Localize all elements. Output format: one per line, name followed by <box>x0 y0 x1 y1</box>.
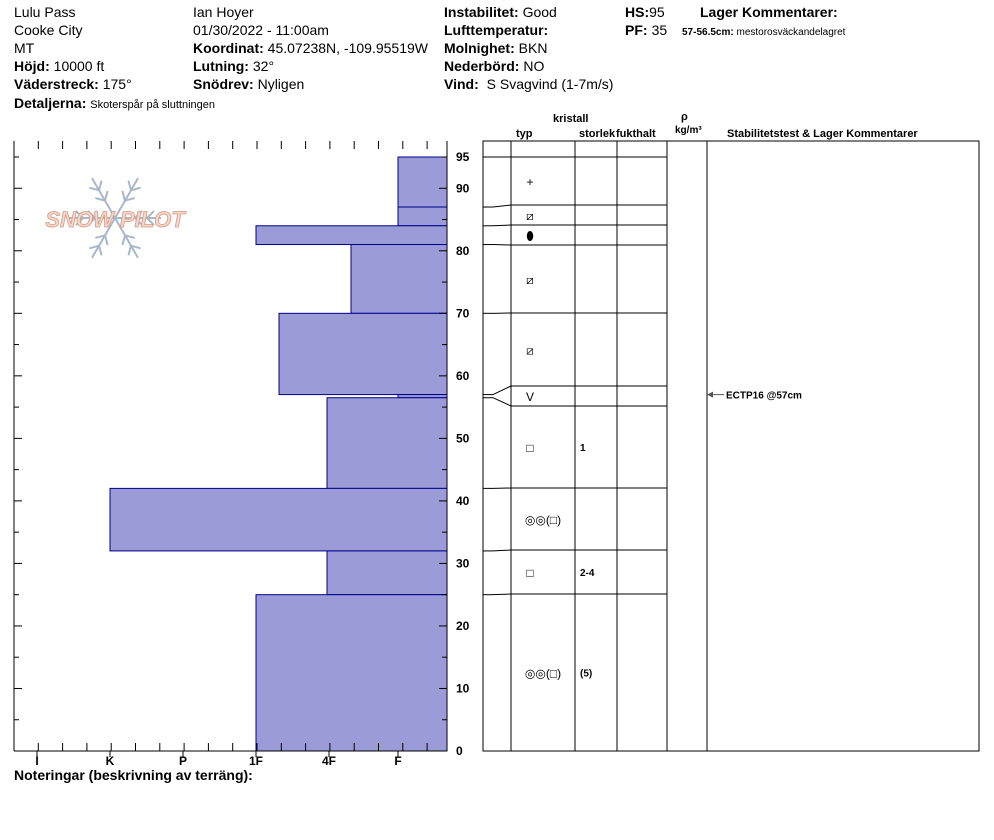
elevation-label: Höjd: <box>14 58 50 74</box>
layer-comments-label: Lager Kommentarer: <box>700 4 838 20</box>
pf-label: PF: <box>625 22 648 38</box>
grain-size-label: (5) <box>580 668 593 680</box>
col-size: storlek <box>579 128 616 140</box>
airtemp-label: Lufttemperatur: <box>444 22 549 38</box>
y-tick-label: 10 <box>456 681 470 696</box>
stability-test-label: ECTP16 @57cm <box>726 390 802 402</box>
x-tick-label: 4F <box>321 754 337 768</box>
grain-type-symbol: ◎◎(□) <box>524 666 562 681</box>
elevation-value: 10000 ft <box>53 58 105 74</box>
col-type: typ <box>516 128 533 140</box>
hardness-bar <box>327 398 447 489</box>
drift-label: Snödrev: <box>193 76 254 92</box>
y-tick-label: 30 <box>456 556 470 571</box>
x-tick-label: P <box>178 754 188 768</box>
snowpilot-logo <box>45 178 186 258</box>
coord-label: Koordinat: <box>193 40 264 56</box>
grain-type-symbol: ⬮ <box>526 229 534 243</box>
hs-label: HS: <box>625 4 650 20</box>
table-frame <box>483 141 979 751</box>
x-tick-label: I <box>35 754 39 768</box>
wind-value: S Svagvind (1-7m/s) <box>486 76 614 92</box>
hardness-bar <box>256 226 447 245</box>
grain-type-symbol: □ <box>526 441 534 455</box>
y-tick-label: 50 <box>456 431 470 446</box>
connector-line <box>493 550 511 551</box>
hardness-bar <box>256 595 447 751</box>
coord-value: 45.07238N, -109.95519W <box>267 40 428 56</box>
grain-type-symbol: ⧄ <box>526 209 534 223</box>
col-density-unit: kg/m³ <box>675 125 702 136</box>
logo-text: SNOW PILOT <box>45 207 185 232</box>
col-moisture: fukthalt <box>616 128 656 140</box>
details-label: Detaljerna: <box>14 95 87 111</box>
hardness-bar <box>279 313 447 394</box>
col-stability: Stabilitetstest & Lager Kommentarer <box>727 128 918 140</box>
y-tick-label: 20 <box>456 618 470 633</box>
connector-line <box>493 205 511 207</box>
notes-label: Noteringar (beskrivning av terräng): <box>14 767 253 783</box>
connector-line <box>493 386 511 395</box>
pf-value: 35 <box>651 22 668 38</box>
connector-line <box>493 594 511 595</box>
stability-label: Instabilitet: <box>444 4 519 20</box>
hardness-bar <box>398 207 447 226</box>
hardness-bar <box>327 551 447 595</box>
x-tick-label: F <box>394 754 402 768</box>
hardness-bar <box>351 245 447 314</box>
layer-comment-text: mestorosväckandelagret <box>736 27 846 38</box>
wind-label: Vind: <box>444 76 479 92</box>
observer: Ian Hoyer <box>193 4 254 20</box>
datetime: 01/30/2022 - 11:00am <box>193 22 329 38</box>
precip-value: NO <box>523 58 545 74</box>
x-tick-label: K <box>105 754 115 768</box>
connector-line <box>493 398 511 406</box>
precip-label: Nederbörd: <box>444 58 520 74</box>
grain-type-symbol: ◎◎(□) <box>524 513 562 527</box>
grain-type-symbol: + <box>526 175 534 189</box>
grain-type-symbol: ⧄ <box>526 273 534 287</box>
x-tick-label: 1F <box>248 754 264 768</box>
y-tick-label: 40 <box>456 493 470 508</box>
layer-comment-range: 57-56.5cm: <box>682 27 734 38</box>
y-tick-label: 0 <box>456 744 463 758</box>
hs-value: 95 <box>649 4 665 20</box>
y-tick-label: 95 <box>456 150 470 164</box>
range: Cooke City <box>14 22 83 38</box>
y-tick-label: 90 <box>456 181 470 196</box>
grain-type-symbol: V <box>525 390 535 404</box>
location: Lulu Pass <box>14 4 76 20</box>
y-tick-label: 70 <box>456 306 470 321</box>
slope-label: Lutning: <box>193 58 249 74</box>
y-tick-label: 60 <box>456 368 470 383</box>
details-value: Skoterspår på sluttningen <box>90 99 215 111</box>
arrow-head-icon <box>707 392 713 398</box>
hardness-bar <box>398 157 447 207</box>
stability-value: Good <box>522 4 557 20</box>
grain-type-symbol: ⧄ <box>526 343 534 358</box>
slope-value: 32° <box>252 58 275 74</box>
aspect-label: Väderstreck: <box>14 76 99 92</box>
col-rho: ρ <box>681 111 688 123</box>
sky-value: BKN <box>518 40 548 56</box>
grain-size-label: 1 <box>580 443 586 454</box>
col-crystal: kristall <box>553 113 589 125</box>
state: MT <box>14 40 35 56</box>
sky-label: Molnighet: <box>444 40 515 56</box>
grain-type-symbol: □ <box>526 566 534 580</box>
grain-size-label: 2-4 <box>580 568 595 579</box>
drift-value: Nyligen <box>257 76 305 92</box>
hardness-bar <box>110 488 447 551</box>
connector-line <box>493 225 511 226</box>
y-tick-label: 80 <box>456 243 470 258</box>
aspect-value: 175° <box>102 76 132 92</box>
